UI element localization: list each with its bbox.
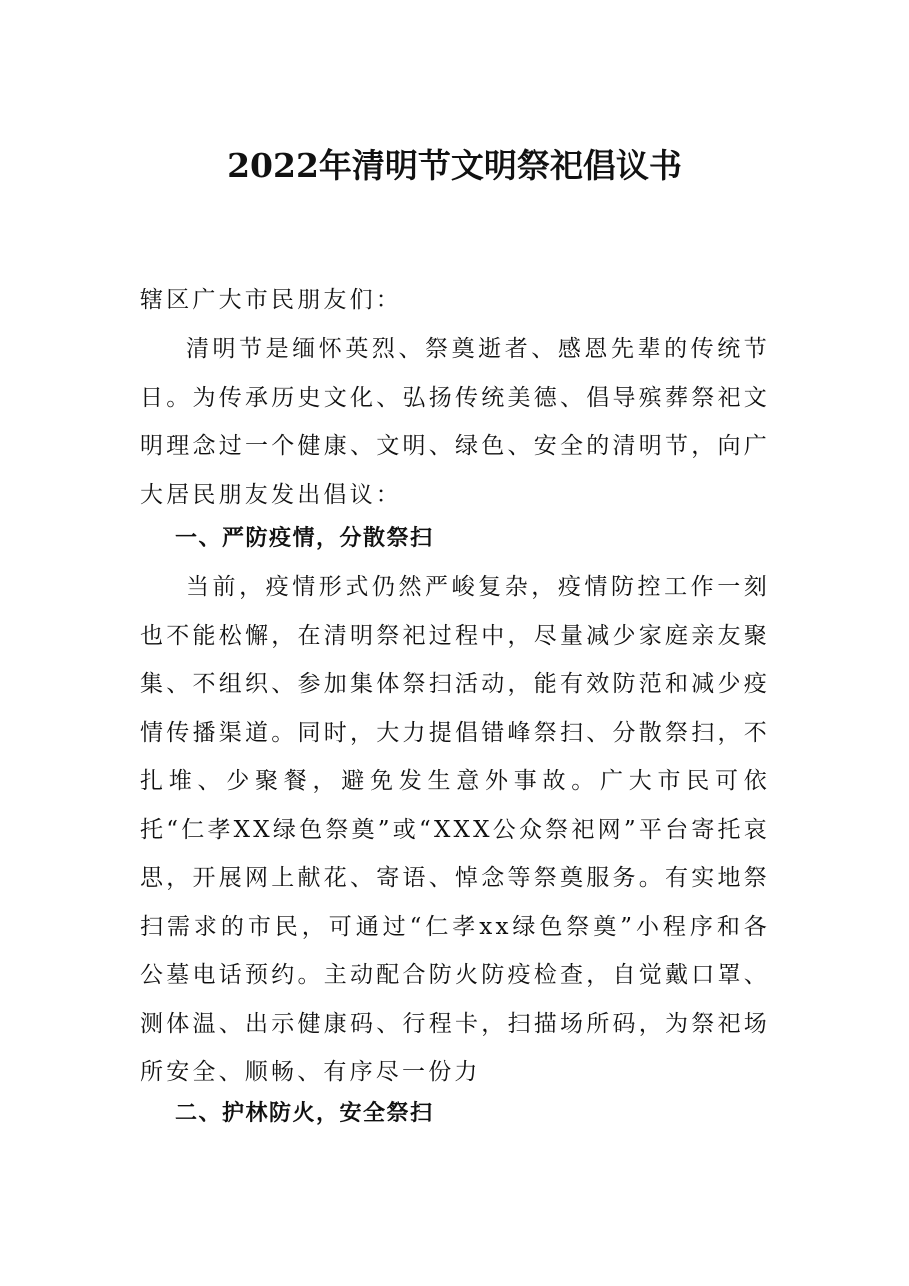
section-heading-2: 二、护林防火，安全祭扫: [175, 1101, 434, 1126]
section-paragraph-1: 当前，疫情形式仍然严峻复杂，疫情防控工作一刻也不能松懈，在清明祭祀过程中，尽量减少家庭亲友聚集、不组织、参加集体祭扫活动，能有效防范和减少疫情传播渠道。同时，大力提倡错峰祭扫、分散祭扫，不扎堆、少聚餐，避免发生意外事故。广大市民可依托“仁孝XX绿色祭奠”或“XXX公众祭祀网”平台寄托哀思，开展网上献花、寄语、悼念等祭奠服务。有实地祭扫需求的市民，可通过“仁孝xx绿色祭奠”小程序和各公墓电话预约。主动配合防火防疫检查，自觉戴口罩、测体温、出示健康码、行程卡，扫描场所码，为祭祀场所安全、顺畅、有序尽一份力: [140, 574, 770, 1085]
section-heading-1: 一、严防疫情，分散祭扫: [175, 526, 434, 551]
document-title: 2022年清明节文明祭祀倡议书: [227, 146, 682, 185]
intro-paragraph: 清明节是缅怀英烈、祭奠逝者、感恩先辈的传统节日。为传承历史文化、弘扬传统美德、倡导殡葬祭祀文明理念过一个健康、文明、绿色、安全的清明节，向广大居民朋友发出倡议：: [140, 336, 770, 508]
salutation: 辖区广大市民朋友们：: [140, 287, 402, 313]
